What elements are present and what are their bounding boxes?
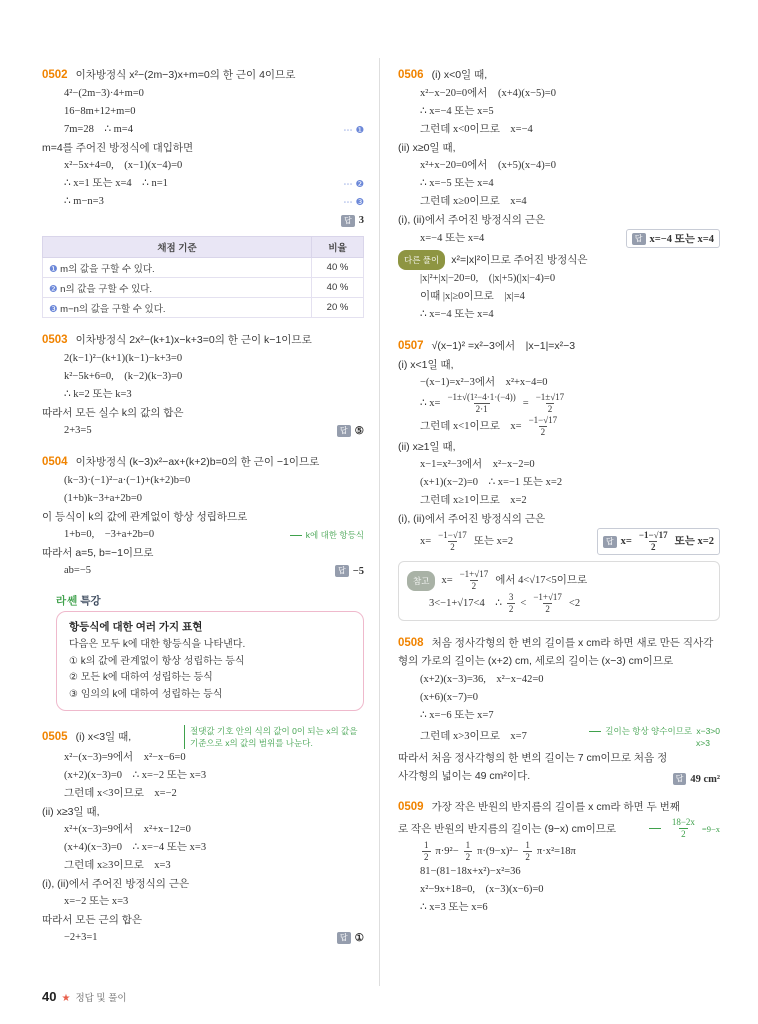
right-column <box>398 66 720 960</box>
equation-segment: <2 <box>568 597 581 609</box>
fraction <box>527 415 560 438</box>
equation-segment: π·9²− <box>435 845 459 857</box>
answer-value: 3 <box>358 215 364 226</box>
problem-statement <box>42 453 364 471</box>
problem-intro-text: 이차방정식 (k−3)x²−ax+(k+2)b=0의 한 근이 −1이므로 <box>75 456 320 468</box>
problem-0507 <box>398 337 720 621</box>
fraction-numerator: −1−√17 <box>438 530 467 540</box>
solution-row <box>398 725 720 749</box>
solution-line: −(x−1)=x²−3에서 x²+x−4=0 <box>420 377 548 388</box>
equation-segment: 에서 4<√17<5이므로 <box>495 574 588 586</box>
equation-segment: x= <box>420 535 432 547</box>
solution-row <box>42 929 364 947</box>
grading-criteria-cell <box>43 298 312 318</box>
problem-intro-text: √(x−1)² =x²−3에서 |x−1|=x²−3 <box>431 340 576 352</box>
criteria-text: m의 값을 구할 수 있다. <box>60 263 155 275</box>
solution-row <box>398 528 720 555</box>
grading-ratio-cell: 40 % <box>312 278 364 298</box>
equation-segment: x= <box>441 574 453 586</box>
problem-statement <box>42 728 131 746</box>
fraction <box>458 569 491 592</box>
answer <box>335 565 364 577</box>
fraction <box>422 840 431 863</box>
solution-line: ab=−5 <box>64 565 92 576</box>
solution-line: x²−x−20=0에서 (x+4)(x−5)=0 <box>420 88 556 99</box>
annotation-text: 길이는 항상 양수이므로 x−3>0 <box>605 726 720 736</box>
problem-number: 0509 <box>398 801 424 813</box>
solution-line: ∴ x=3 또는 x=6 <box>420 902 488 913</box>
fraction-numerator: 1 <box>465 840 471 850</box>
criteria-marker-1: ❶ <box>49 263 58 275</box>
solution-text: x²=|x|²이므로 주어진 방정식은 <box>451 254 588 266</box>
problem-number: 0502 <box>42 69 68 81</box>
annotation-text: 절댓값 기호 안의 식의 값이 0이 되는 x의 값을 <box>190 726 358 736</box>
problem-number: 0506 <box>398 69 424 81</box>
solution-row <box>42 422 364 440</box>
solution-line: ∴ x=−6 또는 x=7 <box>420 710 494 721</box>
solution-line: ∴ x=−4 또는 x=5 <box>420 106 494 117</box>
annotation-connector-line <box>290 535 302 536</box>
fraction-numerator: −1±√17 <box>535 392 565 402</box>
answer-value: ① <box>354 933 364 944</box>
solution-line: 4²−(2m−3)·4+m=0 <box>64 88 144 99</box>
left-column <box>42 66 364 960</box>
other-solution-badge: 다른 풀이 <box>398 250 445 270</box>
fraction <box>507 592 516 615</box>
lecture-line: 다음은 모두 k에 대한 항등식을 나타낸다. <box>69 639 246 650</box>
solution-line: 7m=28 ∴ m=4 <box>64 124 133 135</box>
lecture-box-section <box>56 593 364 711</box>
solution-line: (k−3)·(−1)²−a·(−1)+(k+2)b=0 <box>64 475 191 486</box>
solution-line: ∴ k=2 또는 k=3 <box>64 389 132 400</box>
fraction-denominator: 2 <box>650 542 656 552</box>
annotation-text <box>589 725 720 737</box>
lecture-item-1: ① k의 값에 관계없이 항상 성립하는 등식 <box>69 655 245 667</box>
problem-0506 <box>398 66 720 324</box>
answer-value: x=−4 또는 x=4 <box>649 234 714 245</box>
problem-statement <box>42 331 364 349</box>
solution-row <box>398 229 720 248</box>
equation-segment: 그런데 x<1이므로 x= <box>420 420 522 432</box>
case-2-head: (ii) x≥0일 때, <box>398 142 456 154</box>
solution-line: ∴ x=−4 또는 x=4 <box>420 309 494 320</box>
fraction-denominator: 2 <box>508 604 514 614</box>
absolute-value-annotation <box>184 725 364 749</box>
solution-line: x²−(x−3)=9에서 x²−x−6=0 <box>64 752 186 763</box>
grading-criteria-cell <box>43 278 312 298</box>
grading-table <box>42 236 364 318</box>
annotation-connector-line <box>589 731 601 732</box>
problem-statement <box>398 66 720 84</box>
equation-segment: = <box>522 397 529 409</box>
conclusion-row <box>398 749 720 785</box>
lecture-item-3: ③ 임의의 k에 대하여 성립하는 등식 <box>69 688 223 700</box>
page-footer <box>42 989 127 1004</box>
grading-row-1 <box>43 258 364 278</box>
answer-badge: 답 <box>673 773 687 785</box>
solution-line: 그런데 x<0이므로 x=−4 <box>420 124 533 135</box>
problem-0505 <box>42 725 364 947</box>
solution-text: (i), (ii)에서 주어진 방정식의 근은 <box>398 214 546 226</box>
answer-badge: 답 <box>335 565 349 577</box>
identity-annotation <box>290 529 364 541</box>
lecture-item-2: ② 모든 k에 대하여 성립하는 등식 <box>69 672 213 683</box>
fraction-numerator: −1+√17 <box>533 592 562 602</box>
answer-value: ⑤ <box>354 426 364 437</box>
lecture-box <box>56 611 364 711</box>
problem-intro-text: 이차방정식 2x²−(k+1)x−k+3=0의 한 근이 k−1이므로 <box>75 334 312 346</box>
grading-criteria-cell <box>43 258 312 278</box>
step-marker-1: ⋯ ❶ <box>343 124 364 136</box>
problem-0502 <box>42 66 364 318</box>
fraction-denominator: 2 <box>681 829 686 839</box>
lecture-tag: 특강 <box>80 595 101 607</box>
solution-line: (x+2)(x−3)=36, x²−x−42=0 <box>420 674 544 685</box>
fraction-numerator: 1 <box>525 840 530 850</box>
solution-line: ∴ m−n=3 <box>64 196 104 207</box>
reference-box <box>398 561 720 621</box>
fraction <box>670 817 697 840</box>
fraction-numerator: −1−√17 <box>638 530 668 540</box>
solution-line: −2+3=1 <box>64 932 98 943</box>
solution-line: 2(k−1)²−(k+1)(k−1)−k+3=0 <box>64 353 183 364</box>
fraction-denominator: 2 <box>465 852 471 862</box>
solution-line: x²−9x+18=0, (x−3)(x−6)=0 <box>420 884 544 895</box>
radius-annotation <box>649 817 720 840</box>
length-positive-annotation <box>589 725 720 749</box>
problem-intro-text: 처음 정사각형의 한 변의 길이를 x cm라 하면 새로 만든 직사각형의 가로의 길이는 (x+2) cm, 세로의 길이는 (x−3) cm이므로 <box>398 637 714 667</box>
fraction-denominator: 2·1 <box>475 404 488 414</box>
fraction <box>523 840 532 863</box>
case-2-head: (ii) x≥3일 때, <box>42 806 100 818</box>
solution-line: x²+(x−3)=9에서 x²+x−12=0 <box>64 824 191 835</box>
problem-0508 <box>398 634 720 785</box>
solution-row <box>42 526 364 544</box>
answer-badge: 답 <box>341 215 355 227</box>
problem-number: 0507 <box>398 340 424 352</box>
solution-text: 따라서 모든 실수 k의 값의 합은 <box>42 407 184 419</box>
grading-header-criteria: 채점 기준 <box>43 237 312 258</box>
quadratic-formula-line <box>398 392 720 415</box>
lecture-brand-tag: 라쎈 <box>56 595 79 607</box>
fraction-numerator: −1−√17 <box>528 415 558 425</box>
answer <box>337 425 364 437</box>
solution-row <box>42 193 364 211</box>
solution-line: 그런데 x≥1이므로 x=2 <box>420 495 527 506</box>
step-marker-2: ⋯ ❷ <box>343 178 364 190</box>
solution-line: 2+3=5 <box>64 425 92 436</box>
grading-header-ratio: 비율 <box>312 237 364 258</box>
solution-text: 따라서 모든 근의 합은 <box>42 914 143 926</box>
solution-line: 1+b=0, −3+a+2b=0 <box>64 529 155 540</box>
boxed-answer <box>626 229 720 248</box>
criteria-text: m−n의 값을 구할 수 있다. <box>60 303 166 315</box>
solution-row <box>42 121 364 139</box>
problem-0503 <box>42 331 364 440</box>
solution-text: (i), (ii)에서 주어진 방정식의 근은 <box>42 878 190 890</box>
problem-statement-row <box>398 817 720 840</box>
problem-0504 <box>42 453 364 580</box>
criteria-text: n의 값을 구할 수 있다. <box>60 283 153 295</box>
page-number: 40 <box>42 989 57 1004</box>
case-1-head: (i) x<3일 때, <box>75 730 132 743</box>
answer-value: −5 <box>352 565 364 577</box>
reference-badge: 참고 <box>407 571 435 591</box>
problem-number: 0508 <box>398 637 424 649</box>
fraction-numerator: 18−2x <box>671 817 695 827</box>
footer-label: 정답 및 풀이 <box>75 993 127 1004</box>
answer <box>673 773 720 785</box>
fraction-denominator: 2 <box>450 542 455 552</box>
problem-statement <box>398 634 720 670</box>
reference-line <box>407 592 711 615</box>
fraction <box>531 592 564 615</box>
case-1-head: (i) x<0일 때, <box>431 69 488 81</box>
equation-segment: ∴ x= <box>420 397 441 409</box>
equation-segment: 또는 x=2 <box>473 535 514 547</box>
case-1-head: (i) x<1일 때, <box>398 359 454 371</box>
fraction-denominator: 2 <box>545 604 550 614</box>
answer-value <box>621 530 714 553</box>
column-divider <box>379 58 380 986</box>
solution-line: k²−5k+6=0, (k−2)(k−3)=0 <box>64 371 183 382</box>
grading-ratio-cell: 20 % <box>312 298 364 318</box>
solution-line: 81−(81−18x+x²)−x²=36 <box>420 866 521 877</box>
annotation-connector-line <box>649 828 661 829</box>
solution-line: ∴ x=−5 또는 x=4 <box>420 178 494 189</box>
answer-value: 49 cm² <box>690 773 720 785</box>
fraction <box>534 392 566 415</box>
annotation-text: =9−x <box>701 823 720 834</box>
fraction <box>637 530 670 553</box>
problem-statement <box>398 337 720 355</box>
problem-intro-text: 로 작은 반원의 반지름의 길이는 (9−x) cm이므로 <box>398 822 617 835</box>
reference-line <box>441 569 587 592</box>
equation-segment: x= <box>620 535 632 547</box>
fraction-denominator: 2 <box>540 427 546 437</box>
fraction-denominator: 2 <box>424 852 429 862</box>
fraction-denominator: 2 <box>525 852 530 862</box>
lecture-title: 항등식에 대한 여러 가지 표현 <box>69 621 203 633</box>
equation-segment: < <box>520 597 527 609</box>
answer <box>341 212 364 230</box>
conclusion-text: 따라서 처음 정사각형의 한 변의 길이는 7 cm이므로 처음 정사각형의 넓이는 49 cm²이다. <box>398 752 668 782</box>
solution-line: x−1=x²−3에서 x²−x−2=0 <box>420 459 535 470</box>
fraction-numerator: 3 <box>508 592 514 602</box>
equation-segment: 3<−1+√17<4 ∴ <box>429 597 502 609</box>
lecture-label <box>56 593 364 608</box>
grading-ratio-cell: 40 % <box>312 258 364 278</box>
answer <box>337 932 364 944</box>
solution-line: (x+4)(x−3)=0 ∴ x=−4 또는 x=3 <box>64 842 207 853</box>
problem-statement <box>398 798 720 816</box>
problem-statement-row <box>42 725 364 749</box>
solution-line: x=−4 또는 x=4 <box>420 232 485 244</box>
fraction-numerator: −1+√17 <box>459 569 489 579</box>
grading-header-row <box>43 237 364 258</box>
answer-badge: 답 <box>603 536 617 548</box>
solution-text: m=4를 주어진 방정식에 대입하면 <box>42 142 194 154</box>
solution-line: (1+b)k−3+a+2b=0 <box>64 493 143 504</box>
solution-line: 이때 |x|≥0이므로 |x|=4 <box>420 291 525 302</box>
criteria-marker-2: ❷ <box>49 283 58 295</box>
fraction-numerator: 1 <box>424 840 429 850</box>
problem-intro-text: 가장 작은 반원의 반지름의 길이를 x cm라 하면 두 번째 <box>431 801 680 813</box>
solution-line: (x+2)(x−3)=0 ∴ x=−2 또는 x=3 <box>64 770 207 781</box>
fraction-denominator: 2 <box>471 581 477 591</box>
problem-0509 <box>398 798 720 917</box>
equation-segment: 또는 x=2 <box>674 535 714 547</box>
fraction-denominator: 2 <box>547 404 553 414</box>
solution-line: 16−8m+12+m=0 <box>64 106 136 117</box>
solution-line: (x+6)(x−7)=0 <box>420 692 479 703</box>
annotation-text: k에 대한 항등식 <box>305 530 364 540</box>
solution-line: x²−5x+4=0, (x−1)(x−4)=0 <box>64 160 183 171</box>
problem-number: 0505 <box>42 730 68 743</box>
solution-row <box>42 562 364 580</box>
solution-text: (i), (ii)에서 주어진 방정식의 근은 <box>398 513 546 525</box>
solution-line <box>398 415 720 438</box>
answer-badge: 답 <box>632 233 646 245</box>
other-solution-row <box>398 250 720 270</box>
conclusion-line <box>398 530 513 553</box>
solution-line: 그런데 x≥3이므로 x=3 <box>64 860 171 871</box>
problem-statement <box>42 66 364 84</box>
star-icon: ★ <box>61 993 71 1004</box>
solution-text: 따라서 a=5, b=−1이므로 <box>42 547 154 559</box>
fraction <box>464 840 473 863</box>
annotation-text: x>3 <box>696 738 710 748</box>
answer-line <box>42 211 364 230</box>
problem-number: 0503 <box>42 334 68 346</box>
equation-segment: π·(9−x)²− <box>477 845 519 857</box>
solution-line: 그런데 x>3이므로 x=7 <box>420 731 527 742</box>
equation-segment: π·x²=18π <box>536 845 576 857</box>
grading-row-3 <box>43 298 364 318</box>
solution-line: |x|²+|x|−20=0, (|x|+5)(|x|−4)=0 <box>420 273 556 284</box>
annotation-text: 기준으로 x의 값의 범위를 나눈다. <box>190 738 313 748</box>
problem-intro-text: 이차방정식 x²−(2m−3)x+m=0의 한 근이 4이므로 <box>75 69 296 81</box>
case-2-head: (ii) x≥1일 때, <box>398 441 456 453</box>
solution-line: (x+1)(x−2)=0 ∴ x=−1 또는 x=2 <box>420 477 563 488</box>
fraction-numerator: −1±√(1²−4·1·(−4)) <box>447 392 516 402</box>
solution-text: 이 등식이 k의 값에 관계없이 항상 성립하므로 <box>42 511 248 523</box>
solution-line: x=−2 또는 x=3 <box>64 896 129 907</box>
solution-line: ∴ x=1 또는 x=4 ∴ n=1 <box>64 178 168 189</box>
solution-row <box>42 175 364 193</box>
step-marker-3: ⋯ ❸ <box>343 196 364 208</box>
solution-line: 그런데 x<3이므로 x=−2 <box>64 788 177 799</box>
answer-badge: 답 <box>337 932 351 944</box>
solution-line: x²+x−20=0에서 (x+5)(x−4)=0 <box>420 160 556 171</box>
problem-number: 0504 <box>42 456 68 468</box>
fraction <box>436 530 469 553</box>
reference-row <box>407 569 711 592</box>
solution-line: 그런데 x≥0이므로 x=4 <box>420 196 527 207</box>
grading-row-2 <box>43 278 364 298</box>
fraction <box>445 392 517 415</box>
equation-line <box>398 840 720 863</box>
boxed-answer <box>597 528 720 555</box>
answer-badge: 답 <box>337 425 351 437</box>
criteria-marker-3: ❸ <box>49 303 58 315</box>
